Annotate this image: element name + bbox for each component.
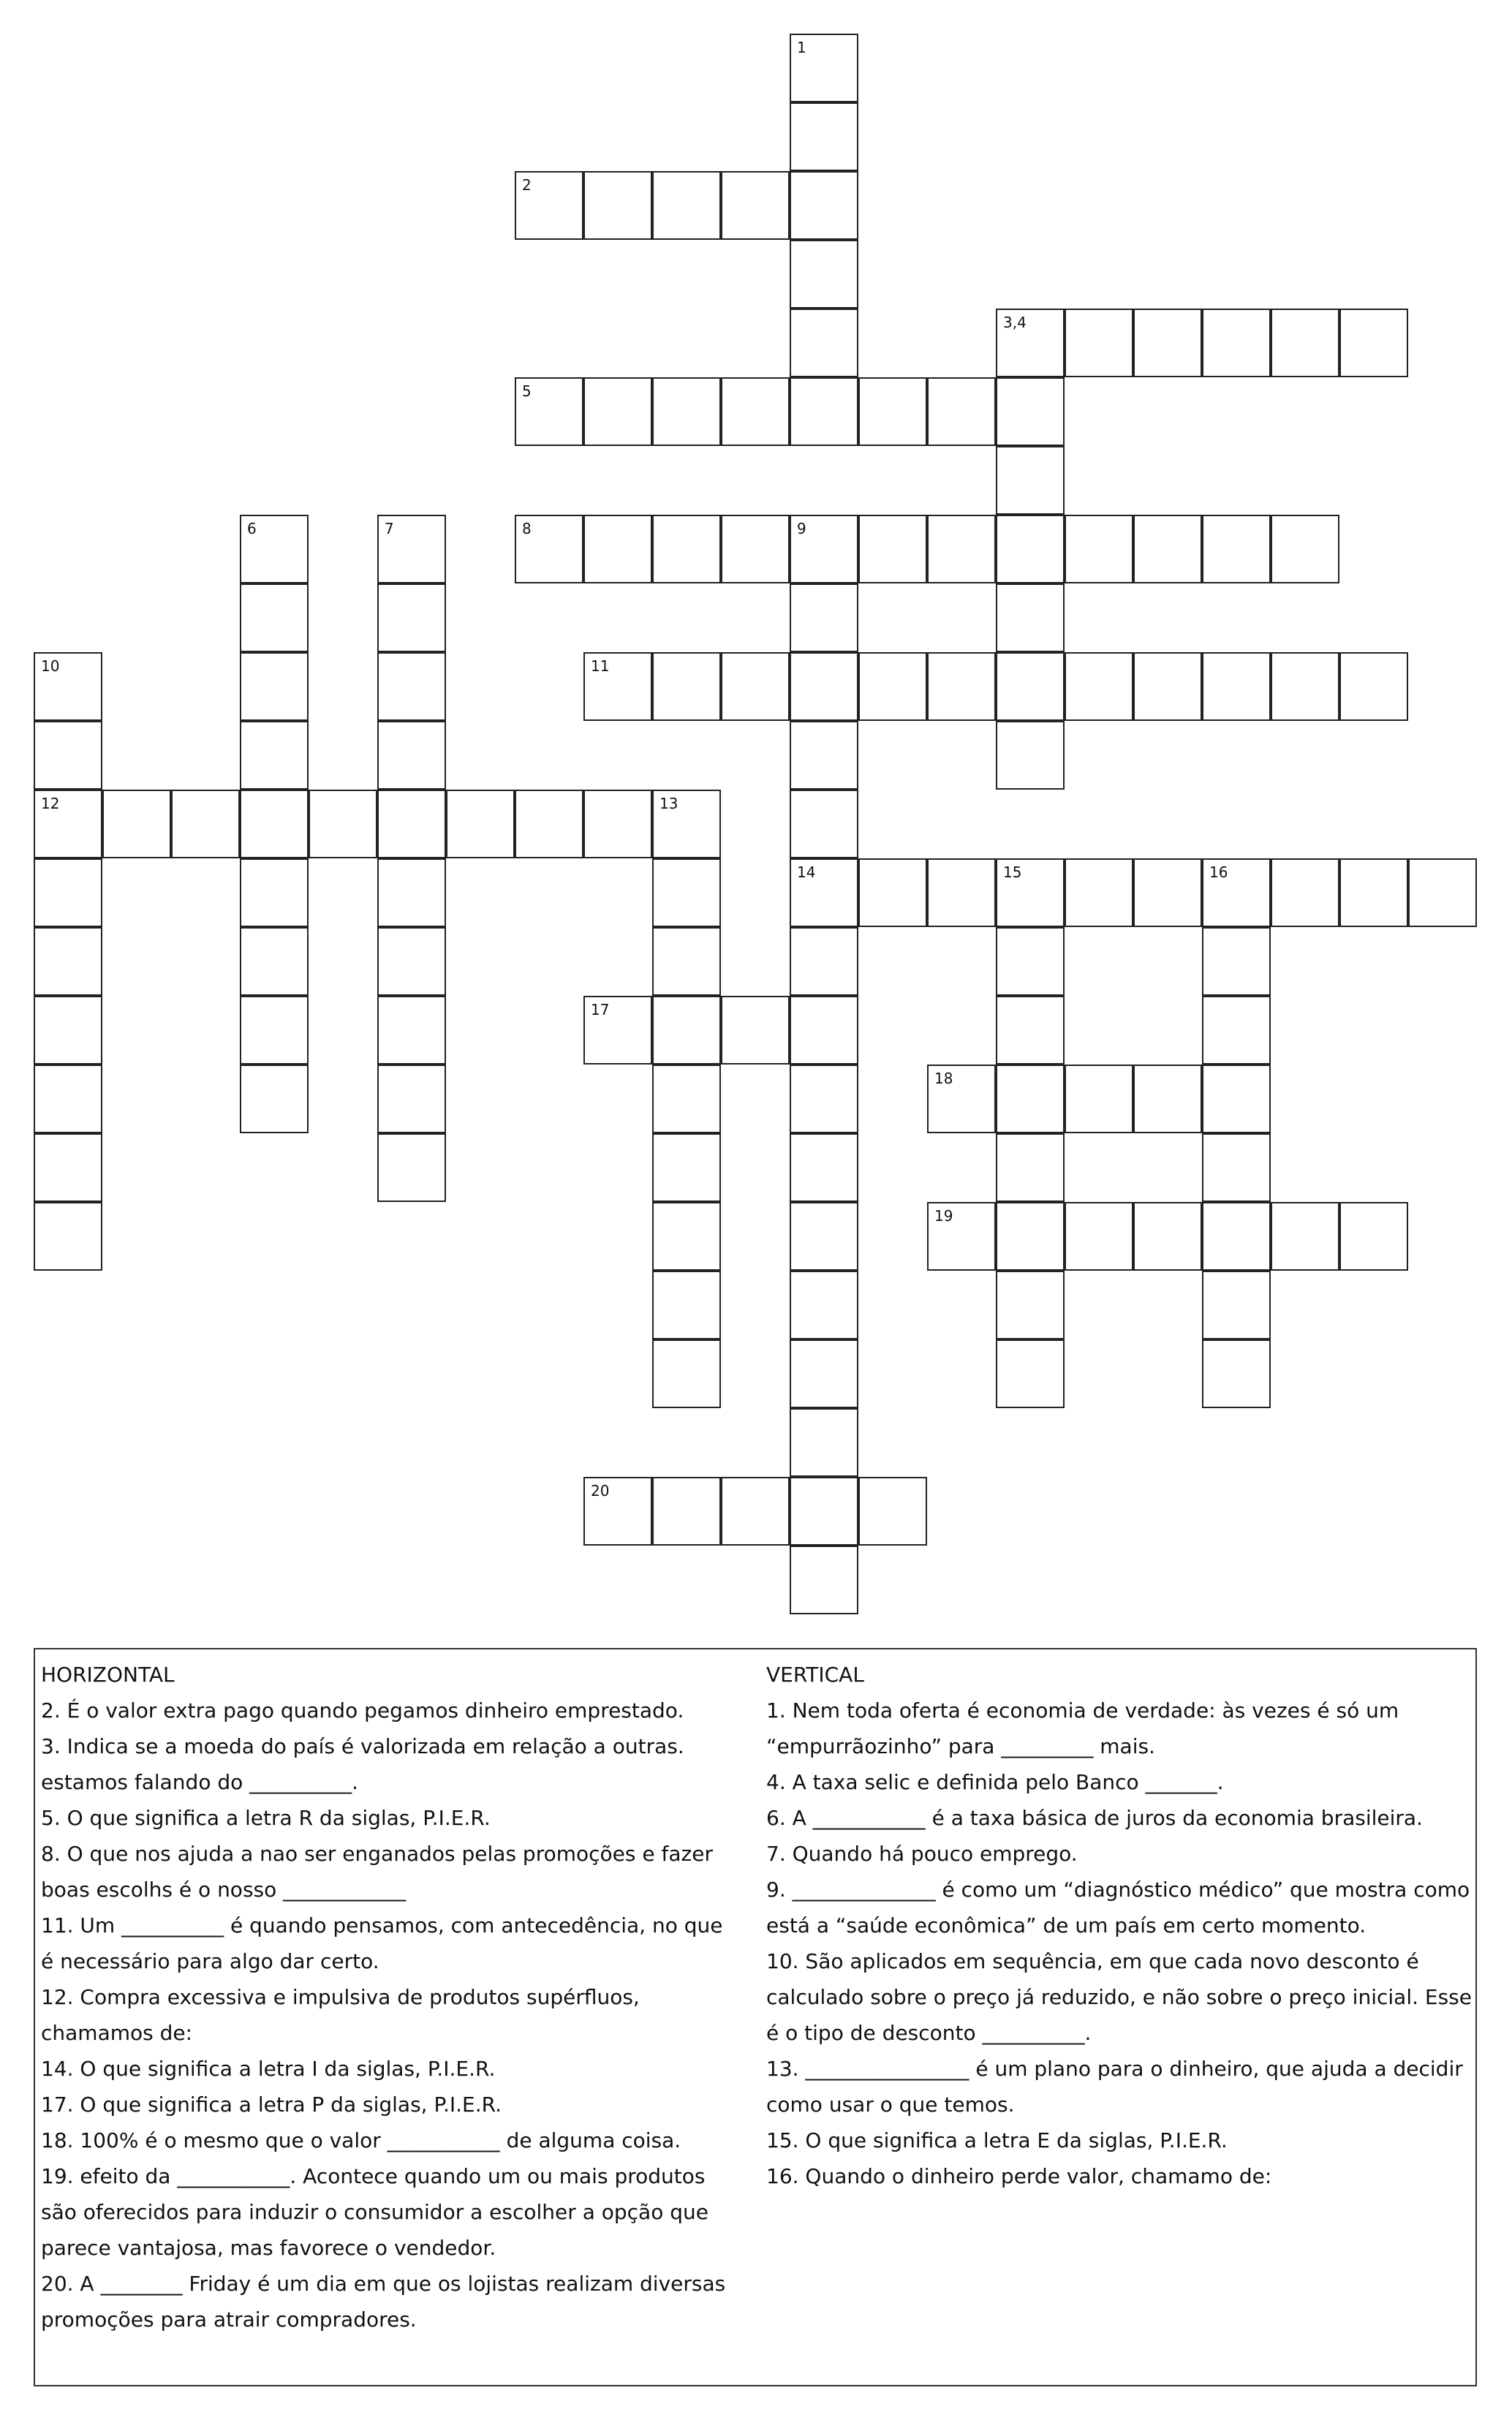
grid-cell[interactable] (1065, 1202, 1133, 1271)
grid-cell[interactable] (652, 1133, 721, 1202)
clue-number: 18 (934, 1070, 953, 1087)
grid-cell[interactable] (927, 1202, 996, 1271)
grid-cell[interactable] (1202, 1271, 1271, 1339)
grid-cell[interactable] (1271, 858, 1339, 927)
clue-number: 14 (797, 863, 816, 881)
vertical-title: VERTICAL (766, 1663, 864, 1687)
grid-cell[interactable] (1339, 652, 1408, 721)
grid-cell[interactable] (996, 583, 1065, 652)
clue-number: 2 (522, 176, 532, 194)
grid-cell[interactable] (652, 996, 721, 1065)
grid-cell[interactable] (1065, 1065, 1133, 1133)
grid-cell[interactable] (34, 927, 102, 996)
clue-across-2: 2. É o valor extra pago quando pegamos dinheiro emprestado. (41, 1698, 684, 1723)
grid-cell[interactable] (1339, 1202, 1408, 1271)
horizontal-title: HORIZONTAL (41, 1663, 175, 1687)
grid-cell[interactable] (858, 1477, 927, 1546)
grid-cell[interactable] (790, 1065, 858, 1133)
grid-cell[interactable] (1202, 652, 1271, 721)
grid-cell[interactable] (583, 171, 652, 240)
clue-across-12: 12. Compra excessiva e impulsiva de produtos supérfluos, chamamos de: (41, 1985, 640, 2045)
grid-cell[interactable] (240, 996, 309, 1065)
clue-number: 12 (41, 795, 60, 812)
grid-cell[interactable] (377, 1065, 446, 1133)
grid-cell[interactable] (721, 171, 790, 240)
clue-across-5: 5. O que significa a letra R da siglas, P.I.E.R. (41, 1806, 491, 1830)
grid-cell[interactable] (790, 1408, 858, 1477)
grid-cell[interactable] (996, 1339, 1065, 1408)
grid-cell[interactable] (721, 996, 790, 1065)
clue-down-6: 6. A ___________ é a taxa básica de juros da economia brasileira. (766, 1806, 1423, 1830)
grid-cell[interactable] (790, 1202, 858, 1271)
grid-cell[interactable] (1202, 1339, 1271, 1408)
grid-cell[interactable] (652, 515, 721, 583)
grid-cell[interactable] (583, 652, 652, 721)
grid-cell[interactable] (515, 377, 583, 446)
grid-cell[interactable] (858, 652, 927, 721)
grid-cell[interactable] (240, 515, 309, 583)
grid-cell[interactable] (1271, 515, 1339, 583)
grid-cell[interactable] (652, 377, 721, 446)
clue-number: 5 (522, 382, 532, 400)
grid-cell[interactable] (34, 996, 102, 1065)
clue-across-11: 11. Um __________ é quando pensamos, com antecedência, no que é necessário para algo dar certo. (41, 1913, 723, 1973)
grid-cell[interactable] (1065, 309, 1133, 377)
clue-down-15: 15. O que significa a letra E da siglas, P.I.E.R. (766, 2128, 1228, 2152)
clue-down-4: 4. A taxa selic e definida pelo Banco _______. (766, 1770, 1224, 1794)
clue-number: 15 (1003, 863, 1022, 881)
grid-cell[interactable] (583, 515, 652, 583)
grid-cell[interactable] (446, 790, 515, 858)
grid-cell[interactable] (1202, 1202, 1271, 1271)
clues-box (34, 1648, 1477, 2386)
grid-cell[interactable] (1202, 858, 1271, 927)
grid-cell[interactable] (1408, 858, 1477, 927)
grid-cell[interactable] (790, 515, 858, 583)
grid-cell[interactable] (1133, 652, 1202, 721)
grid-cell[interactable] (34, 1202, 102, 1271)
grid-cell[interactable] (240, 652, 309, 721)
grid-cell[interactable] (1202, 996, 1271, 1065)
grid-cell[interactable] (996, 515, 1065, 583)
grid-cell[interactable] (1202, 1133, 1271, 1202)
grid-cell[interactable] (790, 309, 858, 377)
grid-cell[interactable] (790, 34, 858, 102)
grid-cell[interactable] (790, 790, 858, 858)
grid-cell[interactable] (927, 652, 996, 721)
grid-cell[interactable] (790, 652, 858, 721)
grid-cell[interactable] (1271, 652, 1339, 721)
grid-cell[interactable] (652, 652, 721, 721)
grid-cell[interactable] (377, 721, 446, 790)
grid-cell[interactable] (996, 927, 1065, 996)
grid-cell[interactable] (1133, 515, 1202, 583)
grid-cell[interactable] (309, 790, 377, 858)
grid-cell[interactable] (377, 858, 446, 927)
grid-cell[interactable] (240, 858, 309, 927)
grid-cell[interactable] (996, 446, 1065, 515)
grid-cell[interactable] (996, 858, 1065, 927)
grid-cell[interactable] (34, 1065, 102, 1133)
grid-cell[interactable] (34, 790, 102, 858)
grid-cell[interactable] (1133, 1065, 1202, 1133)
grid-cell[interactable] (652, 1202, 721, 1271)
vertical-clues (766, 1657, 1472, 2194)
grid-cell[interactable] (996, 309, 1065, 377)
grid-cell[interactable] (721, 377, 790, 446)
grid-cell[interactable] (996, 652, 1065, 721)
grid-cell[interactable] (1271, 309, 1339, 377)
clue-across-17: 17. O que significa a letra P da siglas, P.I.E.R. (41, 2092, 502, 2117)
grid-cell[interactable] (996, 1271, 1065, 1339)
grid-cell[interactable] (652, 790, 721, 858)
grid-cell[interactable] (171, 790, 240, 858)
clue-number: 9 (797, 520, 806, 537)
grid-cell[interactable] (240, 790, 309, 858)
grid-cell[interactable] (790, 171, 858, 240)
clue-down-7: 7. Quando há pouco emprego. (766, 1842, 1078, 1866)
clue-number: 17 (591, 1001, 610, 1018)
clue-number: 1 (797, 39, 806, 56)
grid-cell[interactable] (927, 515, 996, 583)
grid-cell[interactable] (790, 1546, 858, 1614)
grid-cell[interactable] (858, 515, 927, 583)
clue-number: 6 (247, 520, 257, 537)
grid-cell[interactable] (790, 1271, 858, 1339)
grid-cell[interactable] (377, 515, 446, 583)
grid-cell[interactable] (790, 1477, 858, 1546)
grid-cell[interactable] (377, 1133, 446, 1202)
clue-down-9: 9. ______________ é como um “diagnóstico médico” que mostra como está a “saúde econômica” de um país em certo momento. (766, 1878, 1470, 1937)
clue-number: 19 (934, 1207, 953, 1225)
grid-cell[interactable] (927, 1065, 996, 1133)
grid-cell[interactable] (583, 790, 652, 858)
grid-cell[interactable] (721, 1477, 790, 1546)
grid-cell[interactable] (927, 377, 996, 446)
grid-cell[interactable] (996, 1202, 1065, 1271)
clue-across-20: 20. A ________ Friday é um dia em que os lojistas realizam diversas promoções para atrair compradores. (41, 2272, 726, 2332)
grid-cell[interactable] (790, 858, 858, 927)
grid-cell[interactable] (652, 1271, 721, 1339)
clue-across-18: 18. 100% é o mesmo que o valor ___________ de alguma coisa. (41, 2128, 681, 2152)
grid-cell[interactable] (996, 1133, 1065, 1202)
grid-cell[interactable] (1202, 927, 1271, 996)
grid-cell[interactable] (721, 515, 790, 583)
grid-cell[interactable] (102, 790, 171, 858)
grid-cell[interactable] (790, 377, 858, 446)
grid-cell[interactable] (790, 583, 858, 652)
horizontal-clues (41, 1657, 739, 2337)
grid-cell[interactable] (377, 996, 446, 1065)
grid-cell[interactable] (652, 171, 721, 240)
grid-cell[interactable] (515, 790, 583, 858)
grid-cell[interactable] (240, 721, 309, 790)
grid-cell[interactable] (377, 790, 446, 858)
grid-cell[interactable] (652, 927, 721, 996)
grid-cell[interactable] (34, 652, 102, 721)
grid-cell[interactable] (652, 1065, 721, 1133)
grid-cell[interactable] (790, 240, 858, 309)
grid-cell[interactable] (652, 1339, 721, 1408)
grid-cell[interactable] (377, 927, 446, 996)
grid-cell[interactable] (34, 858, 102, 927)
grid-cell[interactable] (721, 652, 790, 721)
grid-cell[interactable] (1339, 309, 1408, 377)
clue-across-8: 8. O que nos ajuda a nao ser enganados pelas promoções e fazer boas escolhs é o nosso ____________ (41, 1842, 713, 1902)
grid-cell[interactable] (790, 1133, 858, 1202)
grid-cell[interactable] (652, 858, 721, 927)
clue-number: 20 (591, 1482, 610, 1500)
grid-cell[interactable] (1133, 858, 1202, 927)
grid-cell[interactable] (790, 927, 858, 996)
grid-cell[interactable] (377, 583, 446, 652)
clue-across-14: 14. O que significa a letra I da siglas, P.I.E.R. (41, 2057, 496, 2081)
clue-number: 10 (41, 657, 60, 675)
grid-cell[interactable] (1065, 652, 1133, 721)
grid-cell[interactable] (240, 927, 309, 996)
grid-cell[interactable] (583, 996, 652, 1065)
grid-cell[interactable] (34, 1133, 102, 1202)
grid-cell[interactable] (996, 721, 1065, 790)
clue-number: 3,4 (1003, 314, 1027, 331)
grid-cell[interactable] (34, 721, 102, 790)
grid-cell[interactable] (1202, 1065, 1271, 1133)
grid-cell[interactable] (1202, 515, 1271, 583)
clue-number: 7 (385, 520, 394, 537)
grid-cell[interactable] (1133, 309, 1202, 377)
grid-cell[interactable] (927, 858, 996, 927)
grid-cell[interactable] (790, 102, 858, 171)
grid-cell[interactable] (240, 583, 309, 652)
grid-cell[interactable] (858, 858, 927, 927)
grid-cell[interactable] (515, 171, 583, 240)
grid-cell[interactable] (583, 1477, 652, 1546)
grid-cell[interactable] (652, 1477, 721, 1546)
clue-down-10: 10. São aplicados em sequência, em que cada novo desconto é calculado sobre o preço já reduzido, e não sobre o preço inicial. Esse é o tipo de desconto __________. (766, 1949, 1472, 2045)
clue-down-13: 13. ________________ é um plano para o dinheiro, que ajuda a decidir como usar o que temos. (766, 2057, 1463, 2117)
grid-cell[interactable] (515, 515, 583, 583)
grid-cell[interactable] (996, 996, 1065, 1065)
grid-cell[interactable] (996, 377, 1065, 446)
clue-across-3: 3. Indica se a moeda do país é valorizada em relação a outras. estamos falando do __________. (41, 1734, 684, 1794)
clue-number: 16 (1209, 863, 1228, 881)
clue-across-19: 19. efeito da ___________. Acontece quando um ou mais produtos são oferecidos para induzir o consumidor a escolher a opção que parece vantajosa, mas favorece o vendedor. (41, 2164, 708, 2260)
grid-cell[interactable] (583, 377, 652, 446)
grid-cell[interactable] (1339, 858, 1408, 927)
grid-cell[interactable] (377, 652, 446, 721)
clue-number: 13 (659, 795, 678, 812)
clue-down-16: 16. Quando o dinheiro perde valor, chamamo de: (766, 2164, 1272, 2188)
grid-cell[interactable] (1065, 858, 1133, 927)
clue-number: 11 (591, 657, 610, 675)
clue-number: 8 (522, 520, 532, 537)
grid-cell[interactable] (1065, 515, 1133, 583)
grid-cell[interactable] (996, 1065, 1065, 1133)
grid-cell[interactable] (790, 1339, 858, 1408)
grid-cell[interactable] (240, 1065, 309, 1133)
grid-cell[interactable] (858, 377, 927, 446)
grid-cell[interactable] (1133, 1202, 1202, 1271)
grid-cell[interactable] (790, 996, 858, 1065)
grid-cell[interactable] (1202, 309, 1271, 377)
grid-cell[interactable] (1271, 1202, 1339, 1271)
grid-cell[interactable] (790, 721, 858, 790)
clue-down-1: 1. Nem toda oferta é economia de verdade: às vezes é só um “empurrãozinho” para _________ mais. (766, 1698, 1399, 1758)
